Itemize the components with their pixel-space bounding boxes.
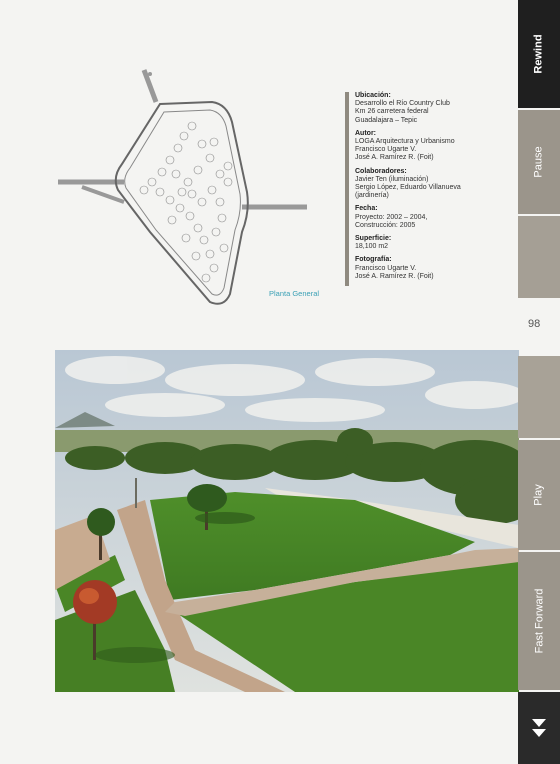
credit-heading: Autor: <box>355 129 376 137</box>
credit-line: Sergio López, Eduardo Villanueva <box>355 184 461 192</box>
tab-play[interactable] <box>518 440 560 550</box>
credit-line: 18,100 m2 <box>355 243 389 251</box>
credit-date <box>355 205 505 230</box>
credit-area <box>355 235 505 251</box>
credit-line: José A. Ramírez R. (Foit) <box>355 154 434 162</box>
credit-line: Francisco Ugarte V. <box>355 264 417 272</box>
page-number: 98 <box>528 318 541 330</box>
double-down-arrow-icon <box>530 717 548 739</box>
site-plan-drawing <box>52 62 314 312</box>
credit-line: Km 26 carretera federal <box>355 108 429 116</box>
tab-play-label: Play <box>533 484 545 506</box>
credit-collaborators <box>355 168 505 201</box>
credit-author <box>355 130 505 163</box>
tab-pause[interactable] <box>518 110 560 214</box>
credit-line: Javier Ten (iluminación) <box>355 175 429 183</box>
tab-rewind-label: Rewind <box>533 34 545 74</box>
park-photograph <box>55 350 519 692</box>
credit-line: Francisco Ugarte V. <box>355 146 417 154</box>
tab-pause-label: Pause <box>532 146 545 178</box>
credit-line: (jardinería) <box>355 192 389 200</box>
credit-line: Proyecto: 2002 – 2004, <box>355 213 428 221</box>
tab-fast-forward-label: Fast Forward <box>533 588 546 654</box>
credit-heading: Superficie: <box>355 235 392 243</box>
credit-heading: Colaboradores: <box>355 167 407 175</box>
tab-blank <box>518 356 560 438</box>
credit-line: Desarrollo el Río Country Club <box>355 100 450 108</box>
credit-line: Guadalajara – Tepic <box>355 116 418 124</box>
credit-heading: Ubicación: <box>355 92 391 99</box>
tab-blank <box>518 216 560 298</box>
credit-line: José A. Ramírez R. (Foit) <box>355 272 434 280</box>
credit-line: LOGA Arquitectura y Urbanismo <box>355 138 455 146</box>
credit-photography <box>355 256 505 281</box>
project-credits <box>345 92 505 286</box>
tab-rewind[interactable] <box>518 0 560 108</box>
credit-heading: Fecha: <box>355 205 378 213</box>
next-page-button[interactable] <box>518 692 560 764</box>
tab-fast-forward[interactable] <box>518 552 560 690</box>
credit-heading: Fotografía: <box>355 256 392 264</box>
plan-caption: Planta General <box>269 289 320 298</box>
credit-location <box>355 92 505 125</box>
credit-line: Construcción: 2005 <box>355 221 416 229</box>
section-tab-strip <box>518 0 560 764</box>
